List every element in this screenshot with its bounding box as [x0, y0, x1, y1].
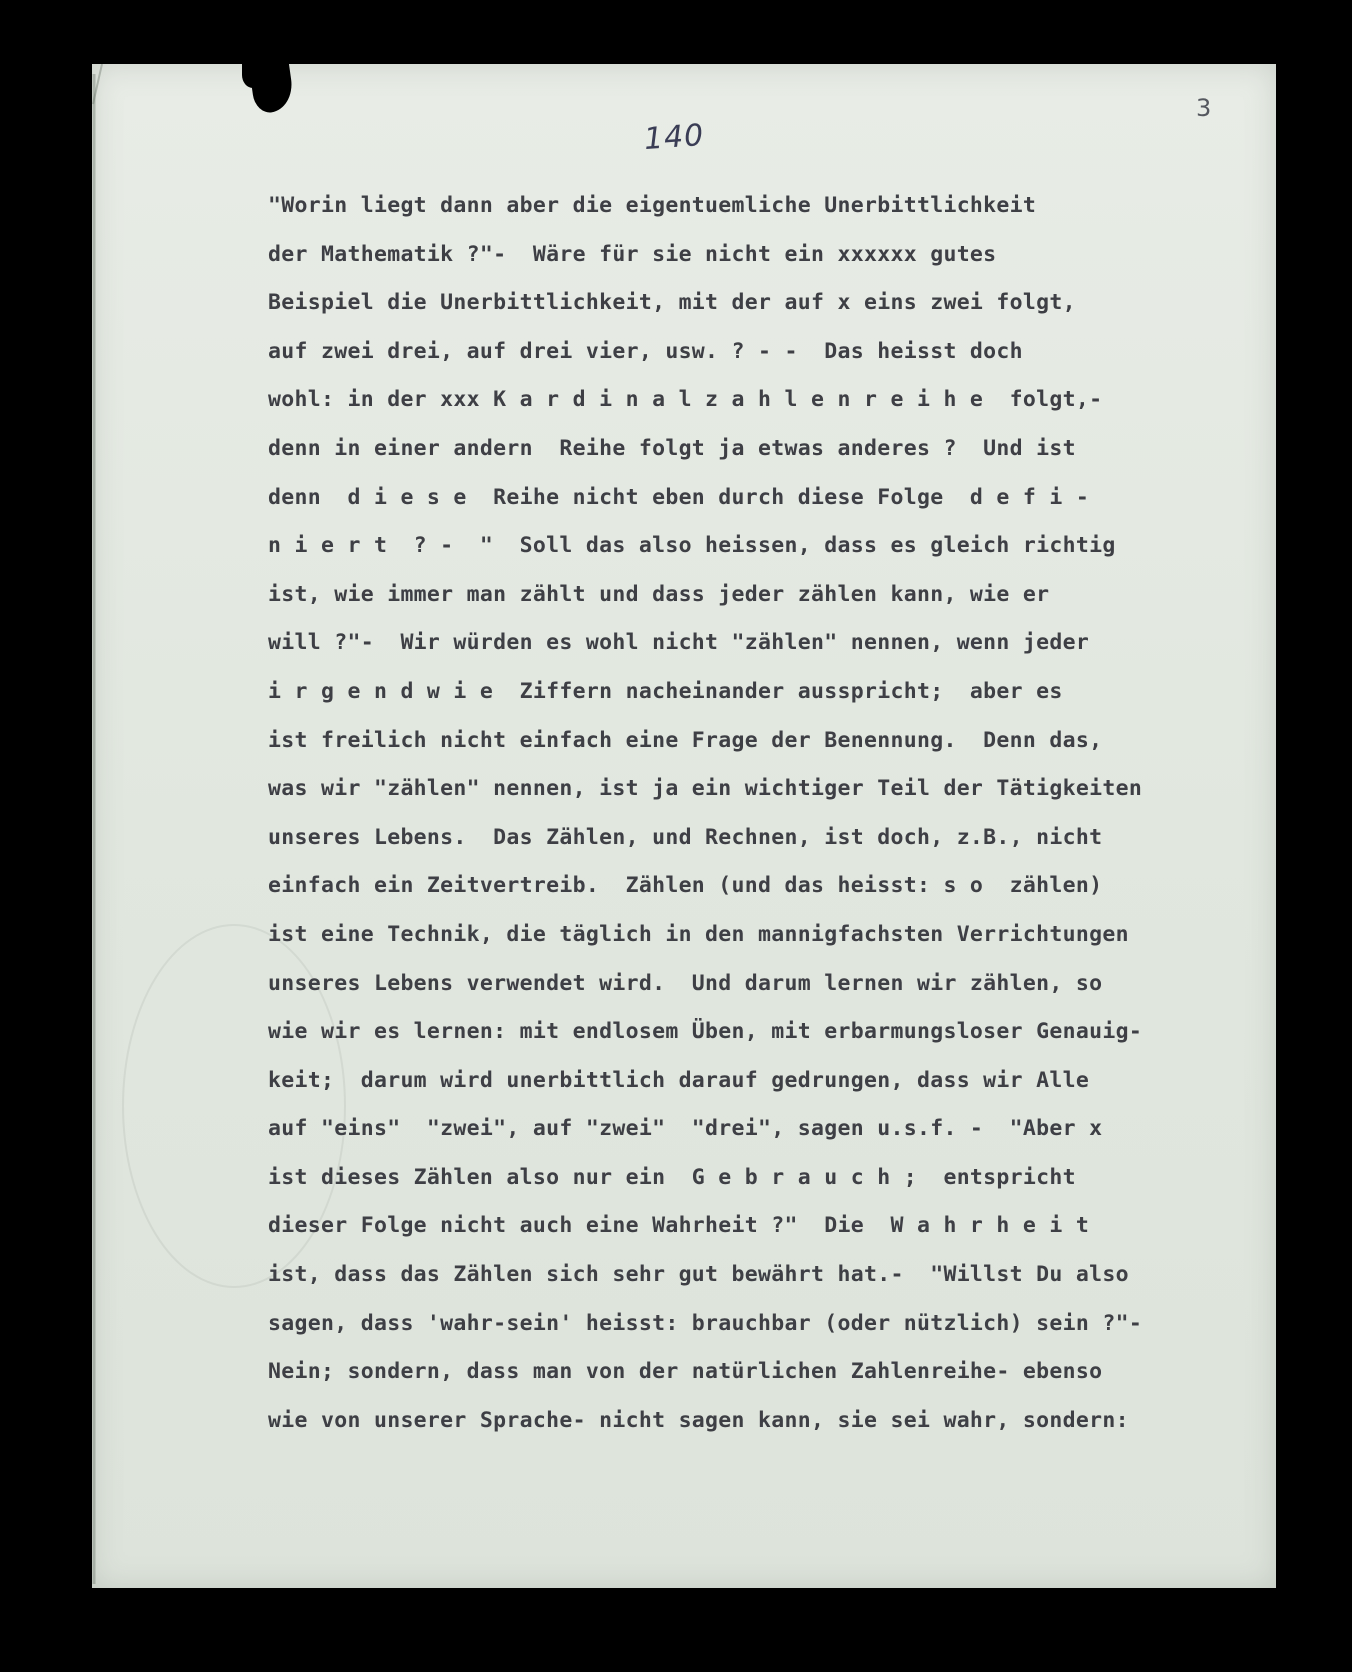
text-line: ist freilich nicht einfach eine Frage der Benennung. Denn das,: [268, 727, 1103, 753]
torn-corner-detail: [242, 62, 264, 88]
text-line: Beispiel die Unerbittlichkeit, mit der auf x eins zwei folgt,: [268, 290, 1076, 316]
typewritten-body: [268, 182, 1268, 1445]
text-line: ist eine Technik, die täglich in den mannigfachsten Verrichtungen: [268, 921, 1129, 947]
folio-number-handwritten: 140: [642, 117, 706, 158]
text-line: ist, wie immer man zählt und dass jeder zählen kann, wie er: [268, 581, 1050, 607]
text-line: wohl: in der xxx K a r d i n a l z a h l e n r e i h e folgt,-: [268, 387, 1103, 413]
text-line: unseres Lebens verwendet wird. Und darum lernen wir zählen, so: [268, 970, 1103, 996]
text-line: wie von unserer Sprache- nicht sagen kann, sie sei wahr, sondern:: [268, 1407, 1129, 1433]
text-line: ist, dass das Zählen sich sehr gut bewährt hat.- "Willst Du also: [268, 1262, 1129, 1288]
text-line: auf "eins" "zwei", auf "zwei" "drei", sagen u.s.f. - "Aber x: [268, 1116, 1103, 1142]
text-line: unseres Lebens. Das Zählen, und Rechnen, ist doch, z.B., nicht: [268, 824, 1103, 850]
text-line: sagen, dass 'wahr-sein' heisst: brauchbar (oder nützlich) sein ?"-: [268, 1310, 1143, 1336]
text-line: denn d i e s e Reihe nicht eben durch diese Folge d e f i -: [268, 484, 1090, 510]
text-line: auf zwei drei, auf drei vier, usw. ? - - Das heisst doch: [268, 338, 1023, 364]
text-line: Nein; sondern, dass man von der natürlichen Zahlenreihe- ebenso: [268, 1359, 1103, 1385]
document-page: [92, 64, 1276, 1588]
text-line: ist dieses Zählen also nur ein G e b r a u c h ; entspricht: [268, 1164, 1076, 1190]
text-line: denn in einer andern Reihe folgt ja etwas anderes ? Und ist: [268, 435, 1076, 461]
text-line: was wir "zählen" nennen, ist ja ein wichtiger Teil der Tätigkeiten: [268, 776, 1143, 802]
text-line: "Worin liegt dann aber die eigentuemliche Unerbittlichkeit: [268, 193, 1037, 218]
text-line: einfach ein Zeitvertreib. Zählen (und das heisst: s o zählen): [268, 873, 1103, 899]
text-line: i r g e n d w i e Ziffern nacheinander ausspricht; aber es: [268, 678, 1063, 704]
text-line: n i e r t ? - " Soll das also heissen, dass es gleich richtig: [268, 533, 1116, 559]
text-line: der Mathematik ?"- Wäre für sie nicht ein xxxxxx gutes: [268, 241, 997, 267]
text-line: wie wir es lernen: mit endlosem Üben, mit erbarmungsloser Genauig-: [268, 1019, 1143, 1045]
text-line: keit; darum wird unerbittlich darauf gedrungen, dass wir Alle: [268, 1067, 1090, 1093]
sheet-number-handwritten: 3: [1196, 94, 1212, 122]
text-line: will ?"- Wir würden es wohl nicht "zählen" nennen, wenn jeder: [268, 630, 1090, 656]
text-line: dieser Folge nicht auch eine Wahrheit ?" Die W a h r h e i t: [268, 1213, 1090, 1239]
